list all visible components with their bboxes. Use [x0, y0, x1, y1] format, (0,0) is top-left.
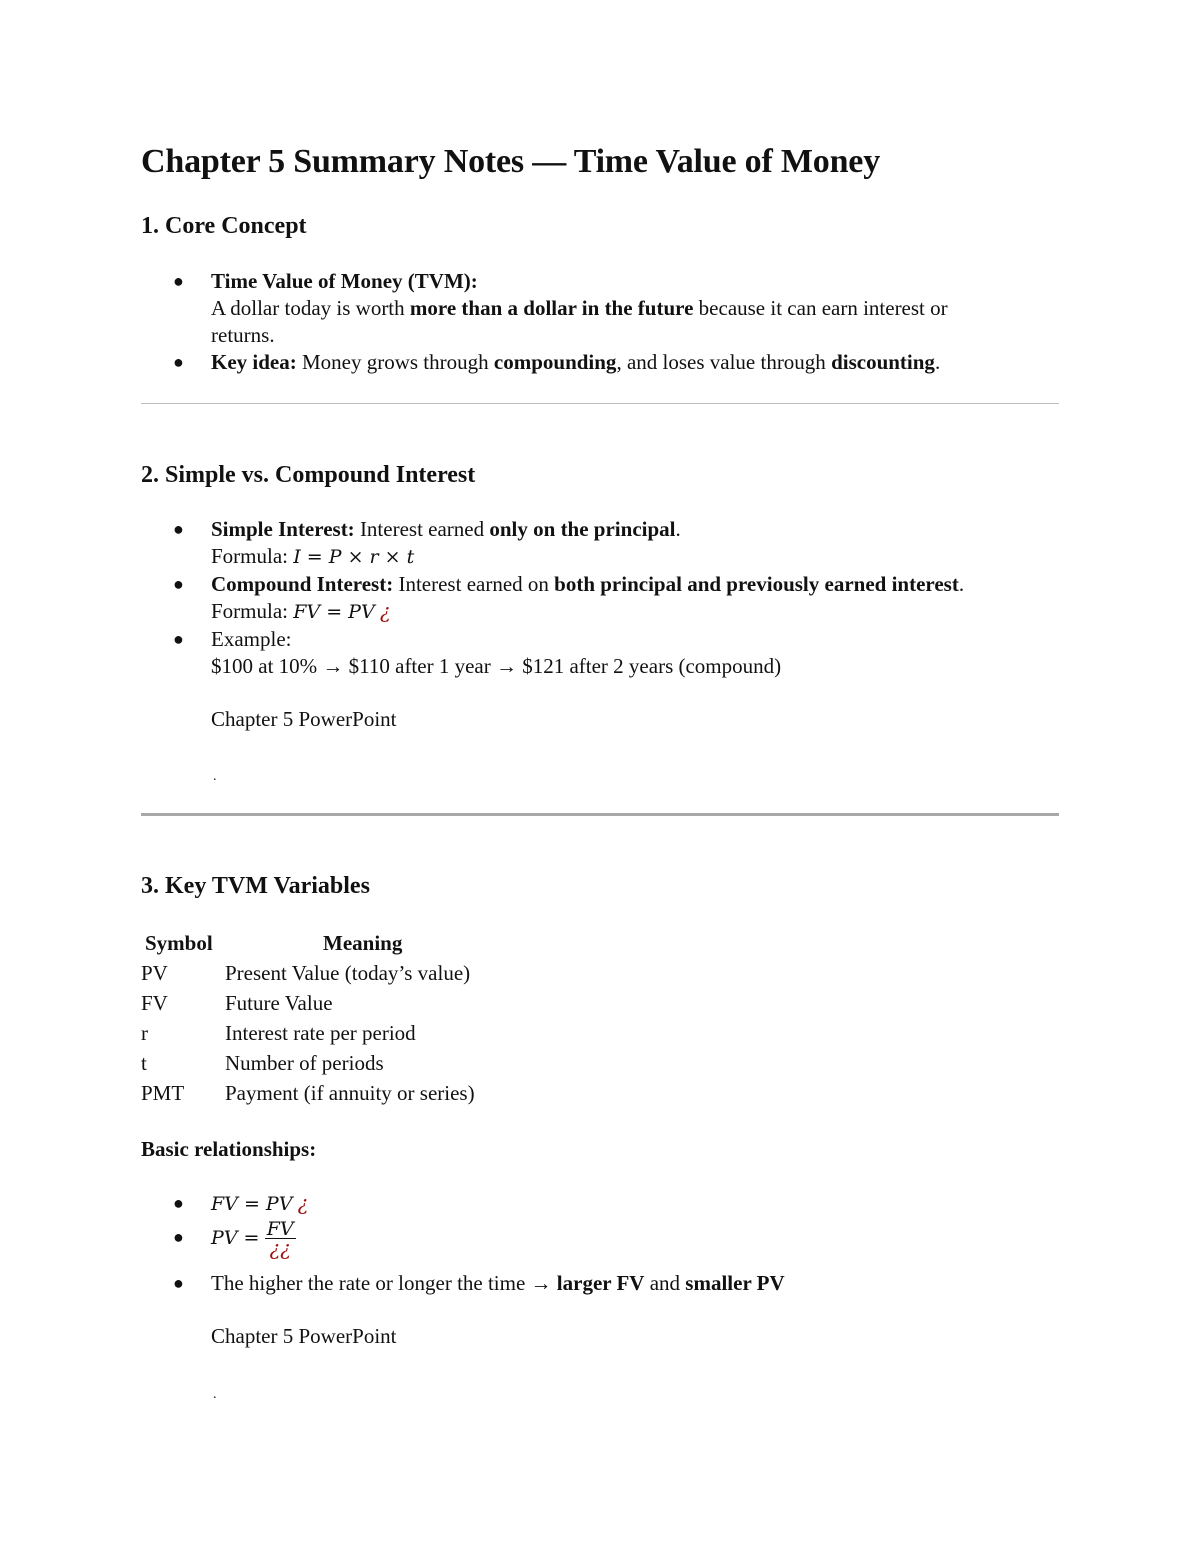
list-item	[141, 268, 1059, 349]
key-idea-period: .	[934, 350, 941, 374]
tvm-variables-table	[141, 928, 475, 1108]
fv-formula: FV = PV	[211, 1193, 293, 1215]
table-row	[141, 1018, 475, 1048]
list-item	[141, 516, 1059, 571]
core-concept-list	[141, 268, 1059, 376]
tvm-text-end: because it can earn interest or	[693, 296, 948, 320]
simple-interest-emphasis: only on the principal	[489, 517, 676, 541]
relationships-label: Basic relationships:	[141, 1137, 317, 1161]
section-core-concept-heading: 1. Core Concept	[141, 213, 307, 239]
tvm-text: A dollar today is worth	[211, 296, 410, 320]
list-item	[141, 1190, 1059, 1220]
simple-interest-formula: I = P × r × t	[293, 546, 415, 568]
source-citation: Chapter 5 PowerPoint	[211, 707, 397, 731]
discounting-term: discounting	[831, 350, 935, 374]
trailing-period: .	[213, 1387, 217, 1402]
key-idea-text: Money grows through	[296, 350, 494, 374]
bullet-icon: ●	[173, 271, 184, 291]
meaning-cell: Present Value (today’s value)	[225, 961, 471, 985]
symbol-cell: PMT	[141, 1081, 185, 1105]
example-text: $100 at 10% → $110 after 1 year → $121 after 2 years (compound)	[211, 654, 782, 678]
formula-render-error-glyph: ¿	[379, 599, 391, 623]
table-header-row	[141, 928, 475, 958]
compound-interest-period: .	[958, 572, 965, 596]
symbol-cell: r	[141, 1021, 148, 1045]
formula-label: Formula:	[211, 544, 294, 568]
list-item	[141, 626, 1059, 680]
bullet-icon: ●	[173, 574, 184, 594]
section-interest-heading: 2. Simple vs. Compound Interest	[141, 462, 476, 488]
trailing-period: .	[213, 769, 217, 784]
table-row	[141, 988, 475, 1018]
symbol-cell: PV	[141, 961, 168, 985]
list-item	[141, 1270, 1059, 1297]
table-row	[141, 958, 475, 988]
bullet-icon: ●	[173, 629, 184, 649]
compound-interest-text: Interest earned on	[393, 572, 555, 596]
formula-render-error-glyph: ¿	[297, 1191, 309, 1215]
relationships-list	[141, 1190, 1059, 1297]
simple-interest-period: .	[675, 517, 681, 541]
relationship-text-mid: and	[644, 1271, 686, 1295]
meaning-cell: Interest rate per period	[225, 1021, 416, 1045]
smaller-pv-term: smaller PV	[685, 1271, 785, 1295]
larger-fv-term: larger FV	[556, 1271, 645, 1295]
formula-label: Formula:	[211, 599, 294, 623]
fraction-numerator: FV	[266, 1218, 294, 1240]
tvm-emphasis: more than a dollar in the future	[409, 296, 694, 320]
column-header-symbol: Symbol	[145, 931, 213, 955]
document-title: Chapter 5 Summary Notes — Time Value of Money	[141, 143, 881, 180]
list-item	[141, 1220, 1059, 1270]
fraction-denominator-error-glyph: ¿¿	[269, 1236, 291, 1260]
meaning-cell: Future Value	[225, 991, 333, 1015]
simple-interest-text: Interest earned	[354, 517, 490, 541]
table-row	[141, 1048, 475, 1078]
horizontal-divider	[141, 403, 1059, 404]
tvm-text-wrap: returns.	[211, 323, 275, 347]
bullet-icon: ●	[173, 1273, 184, 1293]
pv-formula-fraction	[265, 1218, 296, 1260]
bullet-icon: ●	[173, 519, 184, 539]
bullet-icon: ●	[173, 352, 184, 372]
section-variables-heading: 3. Key TVM Variables	[141, 873, 370, 899]
compounding-term: compounding	[493, 350, 617, 374]
pv-formula-lhs: PV =	[211, 1227, 260, 1249]
compound-interest-emphasis: both principal and previously earned interest	[554, 572, 959, 596]
symbol-cell: t	[141, 1051, 147, 1075]
compound-interest-label: Compound Interest:	[211, 572, 394, 596]
symbol-cell: FV	[141, 991, 168, 1015]
meaning-cell: Payment (if annuity or series)	[225, 1081, 475, 1105]
list-item	[141, 571, 1059, 626]
column-header-meaning: Meaning	[323, 931, 403, 955]
relationship-text: The higher the rate or longer the time →	[211, 1271, 557, 1295]
simple-interest-label: Simple Interest:	[211, 517, 355, 541]
bullet-icon: ●	[173, 1193, 184, 1213]
table-row	[141, 1078, 475, 1108]
source-citation: Chapter 5 PowerPoint	[211, 1324, 397, 1348]
interest-list	[141, 516, 1059, 680]
bullet-icon: ●	[173, 1227, 184, 1247]
tvm-label: Time Value of Money (TVM):	[211, 269, 478, 293]
example-label: Example:	[211, 627, 292, 651]
compound-interest-formula: FV = PV	[293, 601, 375, 623]
meaning-cell: Number of periods	[225, 1051, 384, 1075]
horizontal-divider	[141, 813, 1059, 816]
key-idea-label: Key idea:	[211, 350, 297, 374]
list-item	[141, 349, 1059, 376]
key-idea-text-mid: , and loses value through	[616, 350, 832, 374]
